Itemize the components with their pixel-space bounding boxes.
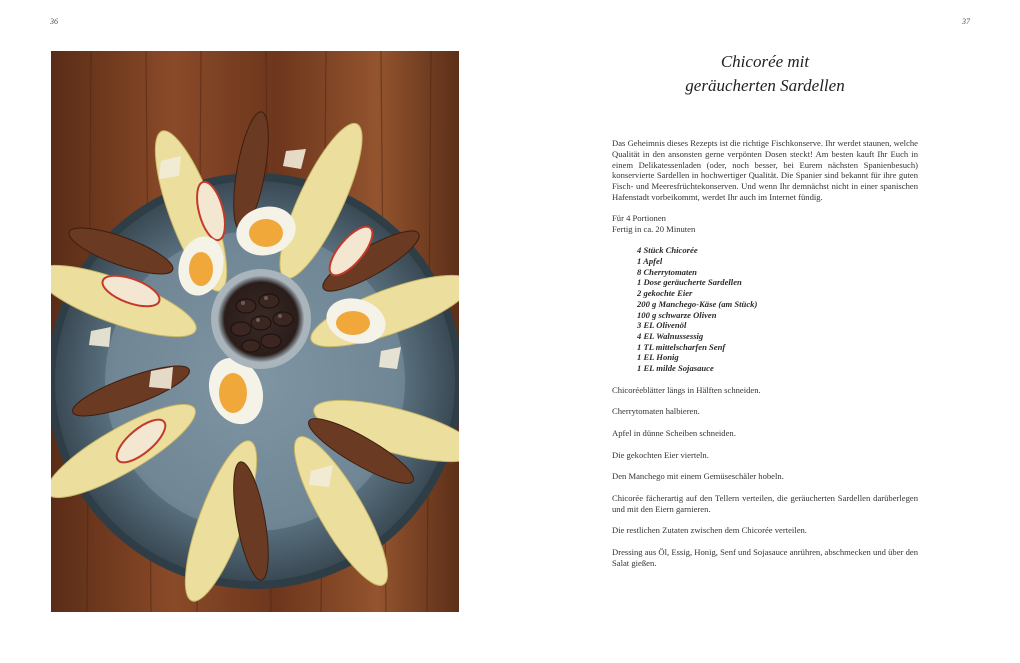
step-item: Den Manchego mit einem Gemüseschäler hobeln. [612,471,784,482]
page-number-right: 37 [962,17,970,26]
ingredient-item: 4 EL Walnussessig [637,331,704,341]
step-item: Chicoréeblätter längs in Hälften schneiden. [612,384,761,395]
servings-text: Für 4 Portionen [612,212,666,223]
ingredient-list [637,245,918,373]
dish-illustration [51,51,459,612]
ingredient-item: 1 Dose geräucherte Sardellen [637,277,742,288]
page-number-left: 36 [50,17,58,26]
step-item: Apfel in dünne Scheiben schneiden. [612,428,736,438]
recipe-portions [612,213,918,235]
ingredient-item: 1 EL Honig [637,352,679,363]
ingredient-item: 1 TL mittelscharfen Senf [637,341,726,352]
ingredient-item: 200 g Manchego-Käse (am Stück) [637,298,758,309]
dish-photo [51,51,459,612]
ingredient-item: 1 Apfel [637,256,663,267]
step-item: Chicorée fächerartig auf den Tellern verteilen, die geräucherten Sardellen darüberlegen und mit den Eiern garnieren. [612,492,918,514]
step-item: Die gekochten Eier vierteln. [612,449,709,460]
recipe-text [612,138,918,579]
ingredient-item: 2 gekochte Eier [637,288,693,299]
ingredient-item: 100 g schwarze Oliven [637,309,717,320]
recipe-title-line-2: geräucherten Sardellen [685,76,845,95]
ingredient-item: 8 Cherrytomaten [637,266,697,277]
time-text: Fertig in ca. 20 Minuten [612,223,696,234]
step-item: Die restlichen Zutaten zwischen dem Chicorée verteilen. [612,525,807,536]
recipe-intro: Das Geheimnis dieses Rezepts ist die richtige Fischkonserve. Ihr werdet staunen, welche Qualität in den ansonsten gerne verpönten Dosen steckt! Am besten kauft Ihr Euch in einem Delikatessenladen (oder, noch besser, bei Eurem nächsten Spanienbesuch) konservierte Sardellen in hochwertiger Qualität. Die Spanier sind bekannt für ihre guten Fisch- und Meeresfrüchtekonserven. Und wenn Ihr demnächst nicht in einer spanischen Hafenstadt vorbeikommt, werdet Ihr auch im Internet fündig. [612,138,918,202]
recipe-title [612,50,918,98]
ingredient-item: 1 EL milde Sojasauce [637,363,714,374]
step-list [612,385,918,569]
ingredient-item: 3 EL Olivenöl [637,320,687,331]
ingredient-item: 4 Stück Chicorée [637,245,698,256]
step-item: Cherrytomaten halbieren. [612,406,700,417]
step-item: Dressing aus Öl, Essig, Honig, Senf und Sojasauce anrühren, abschmecken und über den Salat gießen. [612,546,918,568]
recipe-title-line-1: Chicorée mit [720,52,810,71]
